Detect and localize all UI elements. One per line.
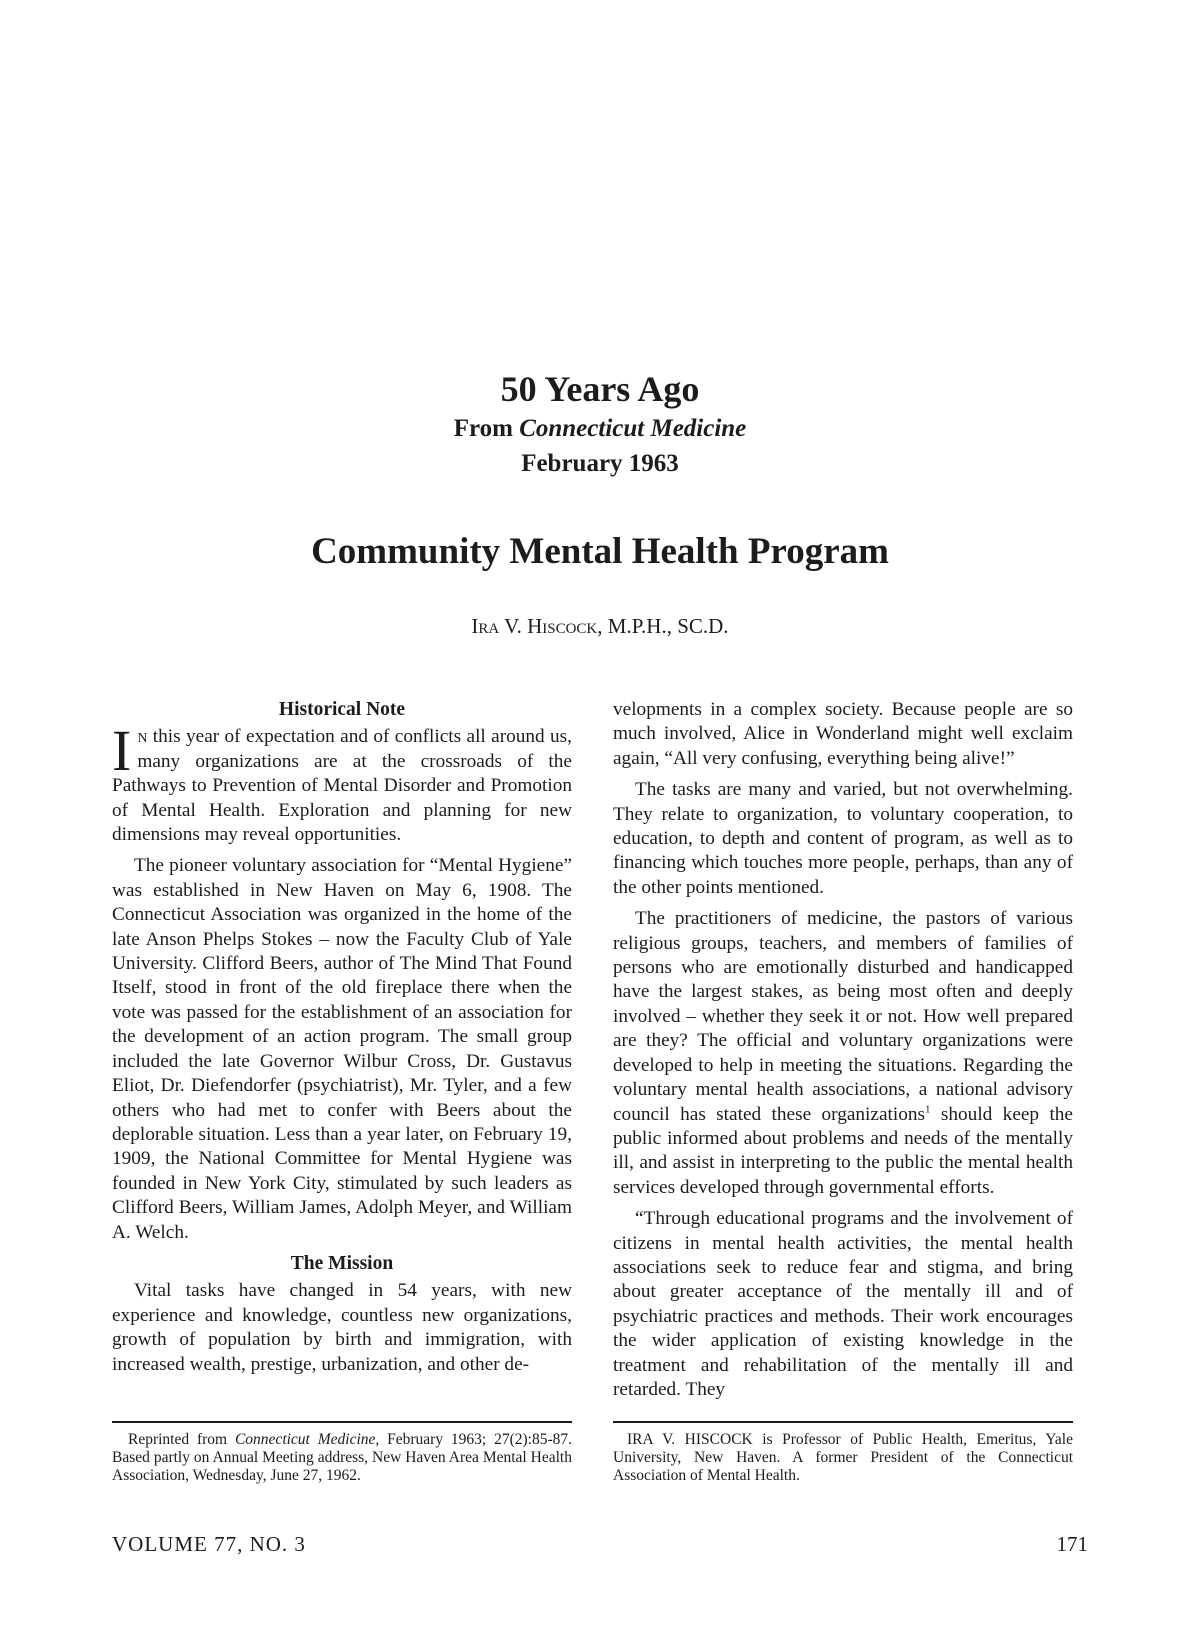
volume-footer: VOLUME 77, NO. 3 — [112, 1532, 306, 1556]
paragraph-tasks: The tasks are many and varied, but not overwhelming. They relate to organization, to voluntary cooperation, to education, to depth and content of program, as well as to financing which touches more people, perhaps, than any of the other points mentioned. — [613, 779, 1073, 898]
source-line — [0, 413, 1200, 445]
reprint-footnote — [112, 1431, 572, 1485]
paragraph-practitioners — [613, 907, 1073, 1200]
article-title: Community Mental Health Program — [311, 531, 889, 572]
paragraph-intro — [112, 718, 572, 847]
paragraph-continuation: velopments in a complex society. Because people are so much involved, Alice in Wonderland might well exclaim again, “All very confusing, everything being alive!” — [613, 699, 1073, 769]
practitioners-text: The practitioners of medicine, the pastors of various religious groups, teachers, and members of families of persons who are emotionally disturbed and handicapped have the largest stakes, as being most often and deeply involved – whether they seek it or not. How well prepared are they? The official and voluntary organizations were developed to help in meeting the situations. Regarding the voluntary mental health associations, a national advisory council has stated these organizations — [613, 908, 1073, 1125]
page-number: 171 — [1056, 1532, 1088, 1556]
footnote-ref: 1 — [925, 1103, 931, 1116]
first-word: n — [137, 726, 148, 748]
practitioners-text-cont: should keep the public informed about problems and needs of the mentally ill, and assist in interpreting to the public the mental health services developed through governmental efforts. — [613, 1103, 1073, 1198]
heading-historical-note: Historical Note — [278, 699, 406, 720]
heading-the-mission: The Mission — [290, 1252, 394, 1274]
paragraph-pioneer: The pioneer voluntary association for “Mental Hygiene” was established in New Haven on May 6, 1908. The Connecticut Association was organized in the home of the late Anson Phelps Stokes – now the Faculty Club of Yale University. Clifford Beers, author of The Mind That Found Itself, stood in front of the old fireplace there when the vote was passed for the establishment of an association for the development of an action program. The small group included the late Governor Wilbur Cross, Dr. Gustavus Eliot, Dr. Diefendorfer (psychiatrist), Mr. Tyler, and a few others who had met to confer with Beers about the deplorable situation. Less than a year later, on February 19, 1909, the National Committee for Mental Hygiene was founded in New York City, stimulated by such leaders as Clifford Beers, William James, Adolph Meyer, and William A. Welch. — [112, 855, 572, 1243]
paragraph-quote: “Through educational programs and the involvement of citizens in mental health activities, the mental health associations seek to reduce fear and stigma, and bring about greater acceptance of the mentally ill and of psychiatric practices and methods. Their work encourages the wider application of existing knowledge in the treatment and rehabilitation of the mentally ill and retarded. They — [613, 1208, 1073, 1400]
paragraph-vital-tasks: Vital tasks have changed in 54 years, with new experience and knowledge, countless new organizations, growth of population by birth and immigration, with increased wealth, prestige, urbanization, and other de- — [112, 1280, 572, 1375]
author-line — [0, 612, 1200, 640]
source-date: February 1963 — [521, 450, 679, 477]
reprint-journal: Connecticut Medicine — [234, 1431, 376, 1448]
reprint-details: , February 1963; 27(2):85-87. Based partly on Annual Meeting address, New Haven Area Mental Health Association, Wednesday, June 27, 1962. — [112, 1431, 572, 1484]
paragraph-intro-text: this year of expectation and of conflicts all around us, many organizations are at the crossroads of the Pathways to Prevention of Mental Disorder and Promotion of Mental Health. Exploration and planning for new dimensions may reveal opportunities. — [112, 726, 572, 846]
author-name: Ira V. Hiscock — [471, 614, 598, 638]
author-degrees: , M.P.H., SC.D. — [597, 614, 729, 638]
drop-cap: I — [112, 718, 132, 784]
footnote-rule-right — [613, 1421, 1073, 1423]
right-column — [613, 698, 1073, 1409]
source-journal: Connecticut Medicine — [519, 415, 747, 442]
source-prefix: From — [453, 415, 520, 442]
author-bio-footnote: IRA V. HISCOCK is Professor of Public Health, Emeritus, Yale University, New Haven. A former President of the Connecticut Association of Mental Health. — [613, 1431, 1073, 1484]
section-kicker: 50 Years Ago — [500, 369, 700, 409]
left-column — [112, 698, 572, 1384]
reprint-prefix: Reprinted from — [128, 1431, 235, 1448]
footnote-rule-left — [112, 1421, 572, 1423]
